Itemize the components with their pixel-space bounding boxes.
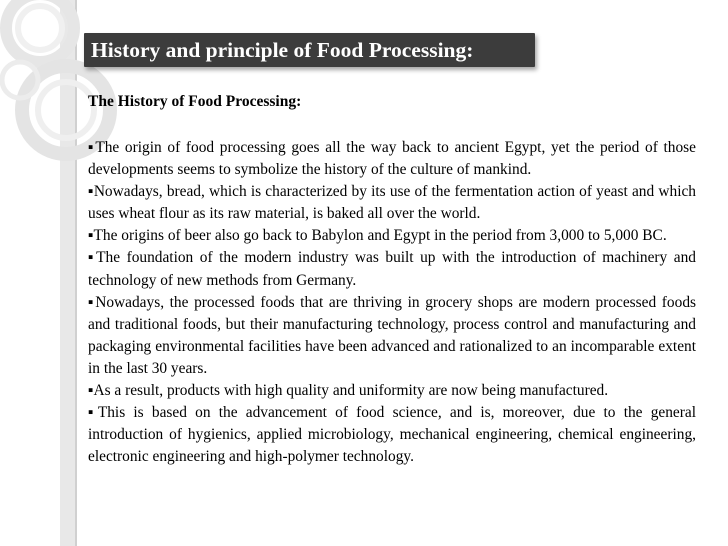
decor-circle-top-inner [18, 6, 62, 50]
bullet-item [88, 225, 696, 247]
bullet-marker: ▪ [88, 404, 98, 422]
bullet-text: This is based on the advancement of food science, and is, moreover, due to the general introduction of hygienics, applied microbiology, mechanical engineering, chemical engineering, electronic engineering and high-polymer technology. [88, 404, 696, 466]
section-heading: The History of Food Processing: [88, 93, 302, 110]
slide-title: History and principle of Food Processing: [84, 33, 535, 67]
bullet-item [88, 137, 696, 181]
bullet-marker: ▪ [88, 382, 94, 400]
bullet-text: As a result, products with high quality and uniformity are now being manufactured. [93, 382, 609, 400]
bullet-marker: ▪ [88, 183, 94, 201]
bullet-marker: ▪ [88, 227, 94, 245]
bullet-marker: ▪ [88, 249, 97, 267]
bullet-item [88, 292, 696, 380]
bullet-list [88, 137, 696, 468]
bullet-marker: ▪ [88, 139, 96, 156]
bullet-item [88, 181, 696, 225]
bullet-text: Nowadays, the processed foods that are thriving in grocery shops are modern processed foods and traditional foods, but their manufacturing technology, process control and manufacturing and packaging environmental facilities have been advanced and rationalized to an incomparable extent in the last 30 years. [88, 293, 696, 377]
bullet-item [88, 380, 696, 402]
bullet-text: The foundation of the modern industry was built up with the introduction of machinery and technology of new methods from Germany. [88, 249, 696, 289]
bullet-text: Nowadays, bread, which is characterized by its use of the fermentation action of yeast and which uses wheat flour as its raw material, is baked all over the world. [88, 183, 696, 223]
bullet-text: The origins of beer also go back to Babylon and Egypt in the period from 3,000 to 5,000 BC. [93, 227, 667, 245]
bullet-item [88, 247, 696, 291]
bullet-item [88, 402, 696, 468]
bullet-text: The origin of food processing goes all the way back to ancient Egypt, yet the period of those developments seems to symbolize the history of the culture of mankind. [88, 139, 696, 179]
bullet-marker: ▪ [88, 293, 96, 311]
